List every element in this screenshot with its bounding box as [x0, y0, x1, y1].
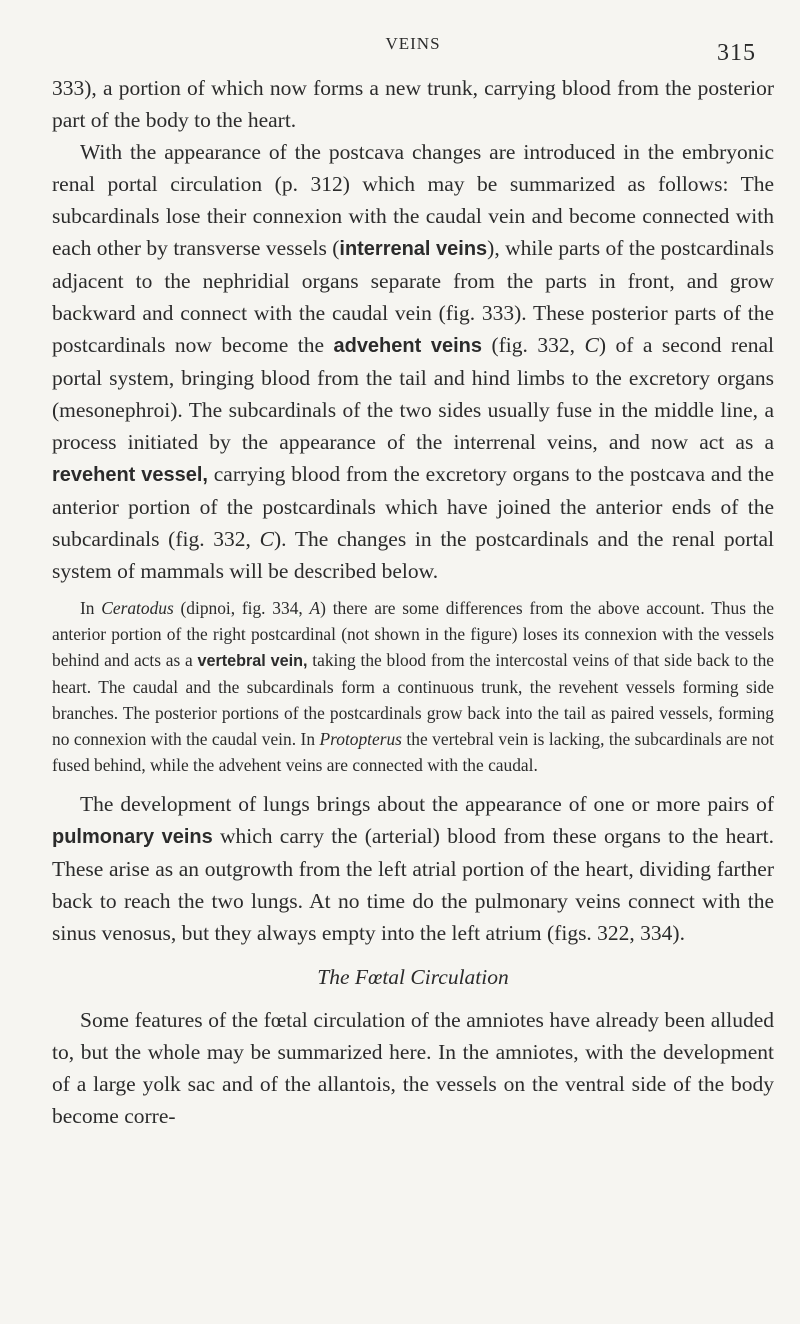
term-revehent-vessel: revehent vessel, [52, 464, 208, 486]
book-page [52, 0, 774, 1132]
paragraph-continuation: 333), a portion of which now forms a new trunk, carrying blood from the posterior part of the body to the heart. [52, 76, 774, 132]
term-vertebral-vein: vertebral vein, [197, 652, 308, 670]
paragraph-foetal-circulation: Some features of the fœtal circulation of the amniotes have already been alluded to, but the whole may be summarized here. In the amniotes, with the development of a large yolk sac and of the allantois, the vessels on the ventral side of the body become corre- [52, 1008, 774, 1128]
term-pulmonary-veins: pulmonary veins [52, 826, 213, 848]
running-head [52, 0, 774, 72]
section-heading: The Fœtal Circulation [317, 965, 509, 989]
paragraph-pulmonary-veins: The development of lungs brings about the appearance of one or more pairs of pulmonary veins which carry the (arterial) blood from these organs to the heart. These arise as an outgrowth from the left atrial portion of the heart, dividing farther back to reach the two lungs. At no time do the pulmonary veins connect with the sinus venosus, but they always empty into the left atrium (figs. 322, 334). [52, 792, 775, 945]
genus-ceratodus: Ceratodus [101, 598, 174, 618]
running-title: VEINS [385, 34, 441, 53]
term-interrenal-veins: interrenal veins [339, 238, 488, 260]
note-ceratodus: In Ceratodus (dipnoi, fig. 334, A) there are some differences from the above account. Thus the anterior portion of the right postcardinal (not shown in the figure) loses its connexion with the vessels behind and acts as a vertebral vein, taking the blood from the intercostal veins of that side back to the heart. The caudal and the subcardinals form a continuous trunk, the revehent vessels forming side branches. The posterior portions of the postcardinals grow back into the tail as paired vessels, forming no connexion with the caudal vein. In Protopterus the vertebral vein is lacking, the subcardinals are not fused behind, while the advehent veins are connected with the caudal. [52, 598, 775, 775]
genus-protopterus: Protopterus [319, 729, 402, 749]
page-number: 315 [717, 40, 756, 66]
term-advehent-veins: advehent veins [333, 335, 482, 357]
paragraph-renal-portal: With the appearance of the postcava changes are introduced in the embryonic renal portal circulation (p. 312) which may be summarized as follows: The subcardinals lose their connexion with the caudal vein and become connected with each other by transverse vessels (interrenal veins), while parts of the postcardinals adjacent to the nephridial organs separate from the parts in front, and grow backward and connect with the caudal vein (fig. 333). These posterior parts of the postcardinals now become the advehent veins (fig. 332, C) of a second renal portal system, bringing blood from the tail and hind limbs to the excretory organs (mesonephroi). The subcardinals of the two sides usually fuse in the middle line, a process initiated by the appearance of the interrenal veins, and now act as a revehent vessel, carrying blood from the excretory organs to the postcava and the anterior portion of the postcardinals which have joined the anterior ends of the subcardinals (fig. 332, C). The changes in the postcardinals and the renal portal system of mammals will be described below. [52, 140, 774, 583]
